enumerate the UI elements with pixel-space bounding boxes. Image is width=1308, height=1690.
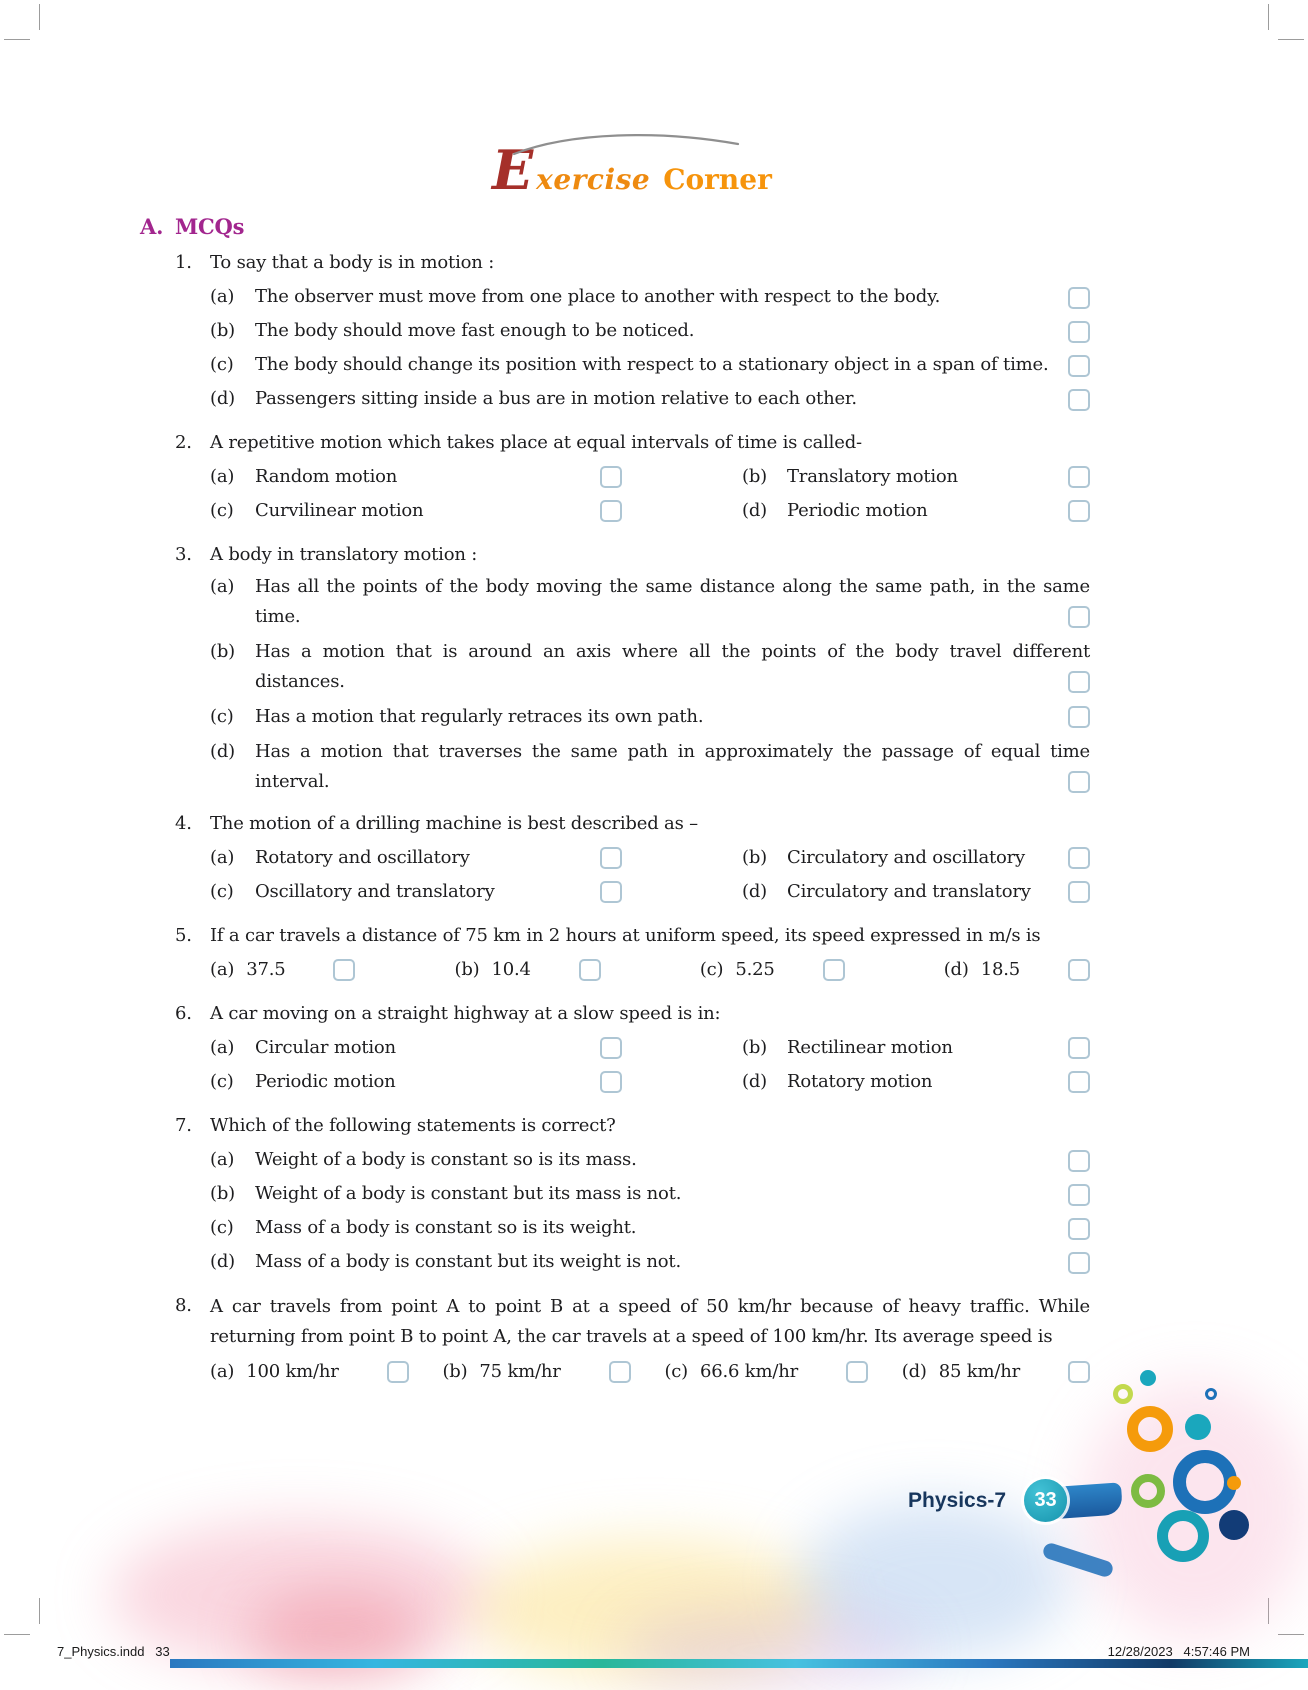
- logo-arc-swoosh: [510, 130, 742, 158]
- answer-checkbox[interactable]: [1068, 1252, 1090, 1274]
- question-number: 8.: [175, 1295, 192, 1316]
- exercise-corner-logo: [492, 138, 772, 202]
- option-text: Circulatory and oscillatory: [787, 847, 1026, 868]
- circle-ornament: [1205, 1388, 1217, 1400]
- question-5: [175, 919, 1090, 987]
- option: [210, 875, 622, 909]
- option: [742, 841, 1090, 875]
- option: [210, 1355, 409, 1389]
- answer-checkbox[interactable]: [1068, 1037, 1090, 1059]
- circle-ornament: [1219, 1510, 1249, 1540]
- option: [902, 1355, 1090, 1389]
- option-letter: (c): [210, 706, 234, 727]
- answer-checkbox[interactable]: [1068, 881, 1090, 903]
- circle-ornament: [1140, 1370, 1156, 1386]
- option-letter: (a): [210, 959, 235, 980]
- answer-checkbox[interactable]: [600, 1037, 622, 1059]
- option-text: 5.25: [735, 959, 775, 980]
- answer-checkbox[interactable]: [1068, 1184, 1090, 1206]
- question-number: 3.: [175, 544, 192, 565]
- option-letter: (d): [210, 1251, 235, 1272]
- question-text: A car travels from point A to point B at a speed of 50 km/hr because of heavy traffic. While returning from point B to point A, the car travels at a speed of 100 km/hr. Its average speed is: [210, 1296, 1090, 1347]
- option-text: Circulatory and translatory: [787, 881, 1031, 902]
- option-text: The observer must move from one place to another with respect to the body.: [255, 286, 941, 307]
- section-title: MCQs: [175, 214, 245, 239]
- option-letter: (b): [210, 320, 235, 341]
- question-number: 5.: [175, 925, 192, 946]
- section-label: A.: [140, 214, 164, 239]
- option: [700, 953, 845, 987]
- answer-checkbox[interactable]: [609, 1361, 631, 1383]
- option-text: Passengers sitting inside a bus are in motion relative to each other.: [255, 388, 857, 409]
- option: [455, 953, 601, 987]
- circle-ornament: [1157, 1510, 1209, 1562]
- option-text: Has all the points of the body moving the same distance along the same path, in the same time.: [255, 576, 1090, 627]
- option: [210, 460, 622, 494]
- option-text: Rotatory motion: [787, 1071, 933, 1092]
- option-letter: (b): [210, 1183, 235, 1204]
- option-letter: (c): [210, 881, 234, 902]
- circle-ornament: [1127, 1406, 1173, 1452]
- option: [210, 1065, 622, 1099]
- option-letter: (b): [210, 641, 235, 662]
- answer-checkbox[interactable]: [1068, 606, 1090, 628]
- option-text: Random motion: [255, 466, 398, 487]
- crop-mark: [39, 1598, 40, 1624]
- option: [742, 1065, 1090, 1099]
- option-letter: (b): [454, 959, 480, 980]
- logo-initial: E: [492, 138, 534, 202]
- option: [742, 494, 1090, 528]
- answer-checkbox[interactable]: [1068, 287, 1090, 309]
- option-text: Mass of a body is constant so is its weight.: [255, 1217, 637, 1238]
- question-8: [175, 1289, 1090, 1389]
- answer-checkbox[interactable]: [1068, 1150, 1090, 1172]
- option-letter: (b): [742, 466, 767, 487]
- question-text: A repetitive motion which takes place at equal intervals of time is called-: [210, 432, 862, 453]
- option-letter: (c): [210, 1071, 234, 1092]
- question-text: To say that a body is in motion :: [210, 252, 495, 273]
- circle-ornament: [1131, 1474, 1165, 1508]
- option-letter: (c): [664, 1361, 688, 1382]
- option: [742, 460, 1090, 494]
- question-text: If a car travels a distance of 75 km in 2 hours at uniform speed, its speed expressed in m/s is: [210, 925, 1041, 946]
- print-file-info: 7_Physics.indd 33: [57, 1644, 170, 1659]
- answer-checkbox[interactable]: [1068, 389, 1090, 411]
- option: [210, 637, 1090, 697]
- option-text: Curvilinear motion: [255, 500, 424, 521]
- circle-ornament: [1113, 1384, 1133, 1404]
- option-text: 37.5: [246, 959, 286, 980]
- page-number: 33: [1034, 1489, 1057, 1511]
- option: [742, 1031, 1090, 1065]
- answer-checkbox[interactable]: [387, 1361, 409, 1383]
- crop-mark: [39, 4, 40, 30]
- option-letter: (c): [210, 500, 234, 521]
- question-number: 1.: [175, 252, 192, 273]
- question-3: [175, 538, 1090, 797]
- option-text: 18.5: [980, 959, 1020, 980]
- page-edge-color-strip: [170, 1659, 1308, 1668]
- answer-checkbox[interactable]: [579, 959, 601, 981]
- option-text: The body should change its position with respect to a stationary object in a span of time.: [255, 354, 1049, 375]
- option-letter: (c): [210, 1217, 234, 1238]
- option: [210, 572, 1090, 632]
- answer-checkbox[interactable]: [1068, 847, 1090, 869]
- question-number: 2.: [175, 432, 192, 453]
- answer-checkbox[interactable]: [823, 959, 845, 981]
- page-number-badge: [1024, 1479, 1067, 1522]
- answer-checkbox[interactable]: [1068, 321, 1090, 343]
- option-text: Periodic motion: [255, 1071, 396, 1092]
- answer-checkbox[interactable]: [1068, 959, 1090, 981]
- answer-checkbox[interactable]: [1068, 1071, 1090, 1093]
- option: [210, 841, 622, 875]
- option-letter: (a): [210, 1361, 235, 1382]
- question-6: [175, 997, 1090, 1099]
- option-letter: (d): [943, 959, 969, 980]
- option-text: 100 km/hr: [246, 1361, 339, 1382]
- answer-checkbox[interactable]: [333, 959, 355, 981]
- answer-checkbox[interactable]: [1068, 355, 1090, 377]
- answer-checkbox[interactable]: [600, 881, 622, 903]
- page-badge: [1024, 1478, 1134, 1524]
- question-number: 4.: [175, 813, 192, 834]
- answer-checkbox[interactable]: [1068, 771, 1090, 793]
- answer-checkbox[interactable]: [1068, 1218, 1090, 1240]
- question-number: 7.: [175, 1115, 192, 1136]
- option: [210, 314, 1090, 348]
- option: [210, 737, 1090, 797]
- circle-ornament: [1227, 1476, 1241, 1490]
- option-letter: (d): [210, 388, 235, 409]
- question-text: The motion of a drilling machine is best described as –: [210, 813, 698, 834]
- option: [944, 953, 1090, 987]
- crop-mark: [1278, 1634, 1304, 1635]
- option-text: 10.4: [491, 959, 531, 980]
- option: [210, 1245, 1090, 1279]
- logo-word-corner: Corner: [663, 163, 772, 196]
- answer-checkbox[interactable]: [1068, 706, 1090, 728]
- circle-ornament: [1185, 1414, 1211, 1440]
- question-number: 6.: [175, 1003, 192, 1024]
- option: [210, 1177, 1090, 1211]
- option-letter: (b): [742, 847, 767, 868]
- option-letter: (b): [742, 1037, 767, 1058]
- crop-mark: [1278, 39, 1304, 40]
- answer-checkbox[interactable]: [600, 1071, 622, 1093]
- question-text: Which of the following statements is correct?: [210, 1115, 616, 1136]
- book-title: Physics-7: [908, 1489, 1007, 1512]
- option-letter: (c): [210, 354, 234, 375]
- answer-checkbox[interactable]: [1068, 671, 1090, 693]
- answer-checkbox[interactable]: [846, 1361, 868, 1383]
- option-letter: (a): [210, 1149, 235, 1170]
- option-text: Periodic motion: [787, 500, 928, 521]
- option-letter: (d): [210, 741, 235, 762]
- option-text: Has a motion that regularly retraces its own path.: [255, 706, 704, 727]
- option-text: Oscillatory and translatory: [255, 881, 495, 902]
- option-text: Rectilinear motion: [787, 1037, 953, 1058]
- option: [210, 1143, 1090, 1177]
- option-letter: (a): [210, 286, 235, 307]
- option: [210, 348, 1090, 382]
- option: [210, 280, 1090, 314]
- crop-mark: [4, 39, 30, 40]
- option-text: Rotatory and oscillatory: [255, 847, 470, 868]
- question-2: [175, 426, 1090, 528]
- logo-word: xercise: [536, 163, 651, 196]
- crop-mark: [1268, 4, 1269, 30]
- answer-checkbox[interactable]: [600, 466, 622, 488]
- answer-checkbox[interactable]: [600, 500, 622, 522]
- question-7: [175, 1109, 1090, 1279]
- print-slug-line: [0, 1644, 1308, 1660]
- option-text: 66.6 km/hr: [699, 1361, 799, 1382]
- option-letter: (a): [210, 847, 235, 868]
- answer-checkbox[interactable]: [1068, 500, 1090, 522]
- option-text: 85 km/hr: [938, 1361, 1020, 1382]
- mcq-exercise: [140, 210, 1090, 1399]
- option-text: 75 km/hr: [479, 1361, 561, 1382]
- decorative-circles: [1085, 1362, 1300, 1582]
- answer-checkbox[interactable]: [600, 847, 622, 869]
- option: [442, 1355, 630, 1389]
- option-letter: (d): [742, 1071, 767, 1092]
- option-text: Has a motion that is around an axis where all the points of the body travel different distances.: [255, 641, 1090, 692]
- option-text: Mass of a body is constant but its weight is not.: [255, 1251, 681, 1272]
- option-letter: (c): [699, 959, 724, 980]
- option: [664, 1355, 868, 1389]
- question-4: [175, 807, 1090, 909]
- option: [210, 1031, 622, 1065]
- option: [210, 382, 1090, 416]
- option-text: Circular motion: [255, 1037, 396, 1058]
- option: [742, 875, 1090, 909]
- option-letter: (a): [210, 576, 235, 597]
- answer-checkbox[interactable]: [1068, 466, 1090, 488]
- option: [210, 494, 622, 528]
- page-footer: [908, 1478, 1134, 1524]
- option-text: Translatory motion: [787, 466, 958, 487]
- option-letter: (a): [210, 466, 235, 487]
- option: [210, 953, 355, 987]
- question-text: A body in translatory motion :: [210, 544, 478, 565]
- option-letter: (d): [901, 1361, 927, 1382]
- option-text: Weight of a body is constant but its mass is not.: [255, 1183, 682, 1204]
- question-1: [175, 246, 1090, 416]
- option-text: Has a motion that traverses the same path in approximately the passage of equal time interval.: [255, 741, 1090, 792]
- option-letter: (d): [742, 881, 767, 902]
- question-text: A car moving on a straight highway at a slow speed is in:: [210, 1003, 721, 1024]
- option: [210, 702, 1090, 732]
- crop-mark: [4, 1634, 30, 1635]
- option: [210, 1211, 1090, 1245]
- option-text: Weight of a body is constant so is its mass.: [255, 1149, 637, 1170]
- option-letter: (b): [442, 1361, 468, 1382]
- option-letter: (a): [210, 1037, 235, 1058]
- option-text: The body should move fast enough to be noticed.: [255, 320, 695, 341]
- option-letter: (d): [742, 500, 767, 521]
- section-heading: [140, 210, 1090, 244]
- print-timestamp: 12/28/2023 4:57:46 PM: [1107, 1644, 1250, 1659]
